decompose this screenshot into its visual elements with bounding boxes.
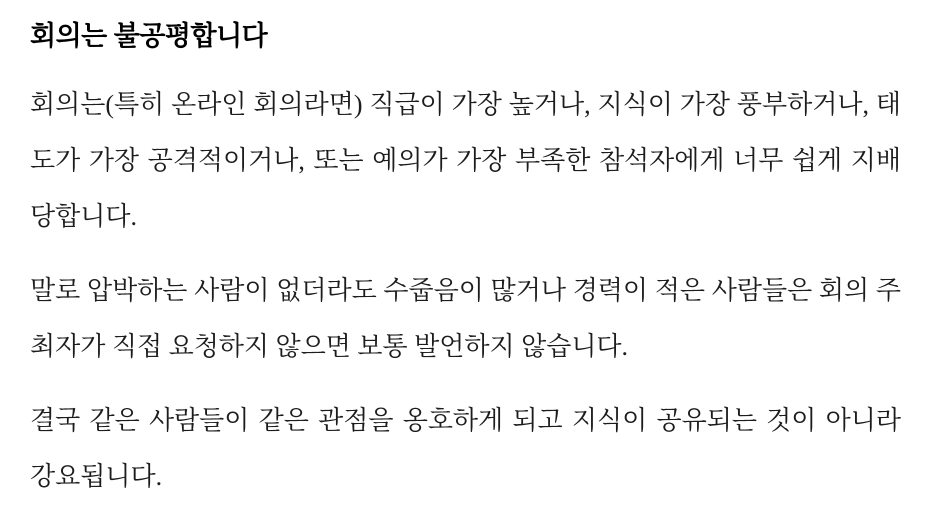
article-paragraph-3: 결국 같은 사람들이 같은 관점을 옹호하게 되고 지식이 공유되는 것이 아니라 강요됩니다. bbox=[30, 405, 901, 491]
article-title: 회의는 불공평합니다 bbox=[30, 21, 268, 51]
article-body bbox=[30, 20, 901, 505]
article-paragraph-2: 말로 압박하는 사람이 없더라도 수줍음이 많거나 경력이 적은 사람들은 회의 주최자가 직접 요청하지 않으면 보통 발언하지 않습니다. bbox=[30, 275, 901, 361]
article-paragraph-1: 회의는(특히 온라인 회의라면) 직급이 가장 높거나, 지식이 가장 풍부하거나, 태도가 가장 공격적이거나, 또는 예의가 가장 부족한 참석자에게 너무 쉽게 지배당합니다. bbox=[30, 89, 901, 231]
